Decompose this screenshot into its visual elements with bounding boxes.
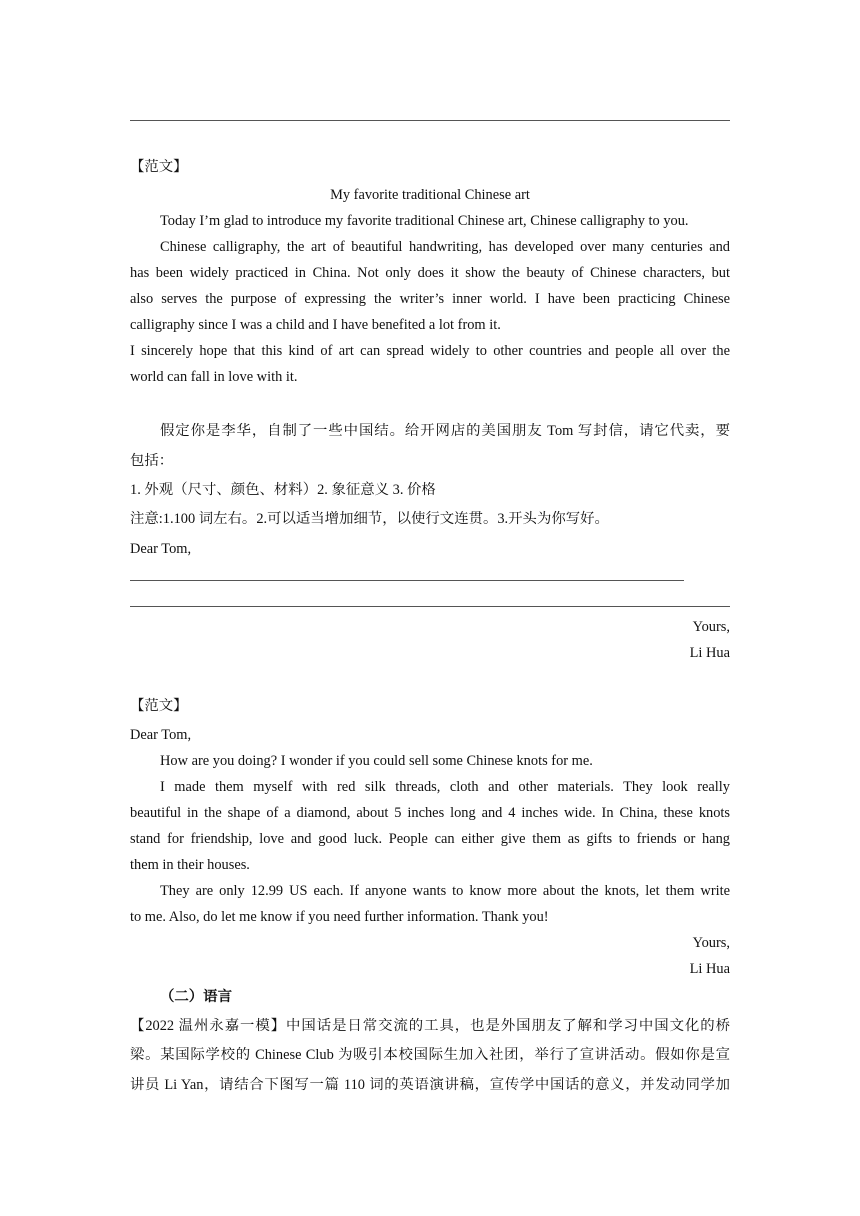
header-rule [130, 120, 730, 121]
essay-line: also serves the purpose of expressing the writer’s inner world. I have been practicing Chinese [130, 291, 730, 307]
task-notes: 注意:1.100 词左右。2.可以适当增加细节，以使行文连贯。3.开头为你写好。 [130, 511, 609, 527]
prompt-line: 讲员 Li Yan，请结合下图写一篇 110 词的英语演讲稿，宣传学中国话的意义，并发动同学加 [130, 1077, 730, 1093]
section-heading: 【范文】 [130, 698, 188, 714]
task-line: 假定你是李华，自制了一些中国结。给开网店的美国朋友 Tom 写封信，请它代卖，要 [160, 423, 730, 439]
letter-signature: Li Hua [689, 961, 730, 977]
essay-title: My favorite traditional Chinese art [330, 187, 530, 203]
prompt-line: 梁。某国际学校的 Chinese Club 为吸引本校国际生加入社团，举行了宣讲活动。假如你是宣 [130, 1047, 730, 1063]
essay-line: Today I’m glad to introduce my favorite traditional Chinese art, Chinese calligraphy to you. [160, 213, 689, 229]
letter-line: them in their houses. [130, 857, 250, 873]
essay-line: Chinese calligraphy, the art of beautiful handwriting, has developed over many centuries and [160, 239, 730, 255]
essay-line: world can fall in love with it. [130, 369, 298, 385]
essay-line: I sincerely hope that this kind of art can spread widely to other countries and people all over the [130, 343, 730, 359]
answer-line [130, 580, 684, 581]
letter-line: stand for friendship, love and good luck. People can either give them as gifts to friends or hang [130, 831, 730, 847]
task-line: 包括： [130, 453, 174, 469]
letter-line: to me. Also, do let me know if you need further information. Thank you! [130, 909, 549, 925]
letter-line: beautiful in the shape of a diamond, about 5 inches long and 4 inches wide. In China, these knots [130, 805, 730, 821]
letter-closing: Yours, [692, 619, 730, 635]
essay-line: calligraphy since I was a child and I have benefited a lot from it. [130, 317, 501, 333]
letter-closing: Yours, [692, 935, 730, 951]
task-requirements: 1. 外观（尺寸、颜色、材料）2. 象征意义 3. 价格 [130, 482, 436, 498]
essay-line: has been widely practiced in China. Not only does it show the beauty of Chinese characters, but [130, 265, 730, 281]
letter-line: They are only 12.99 US each. If anyone wants to know more about the knots, let them write [160, 883, 730, 899]
prompt-line: 【2022 温州永嘉一模】中国话是日常交流的工具，也是外国朋友了解和学习中国文化的桥 [130, 1018, 730, 1034]
letter-signature: Li Hua [689, 645, 730, 661]
letter-greeting: Dear Tom, [130, 727, 192, 743]
section-heading: （二）语言 [160, 989, 232, 1005]
letter-line: I made them myself with red silk threads, cloth and other materials. They look really [160, 779, 730, 795]
letter-greeting: Dear Tom, [130, 541, 192, 557]
answer-line [130, 606, 730, 607]
section-heading: 【范文】 [130, 159, 188, 175]
letter-line: How are you doing? I wonder if you could sell some Chinese knots for me. [160, 753, 593, 769]
